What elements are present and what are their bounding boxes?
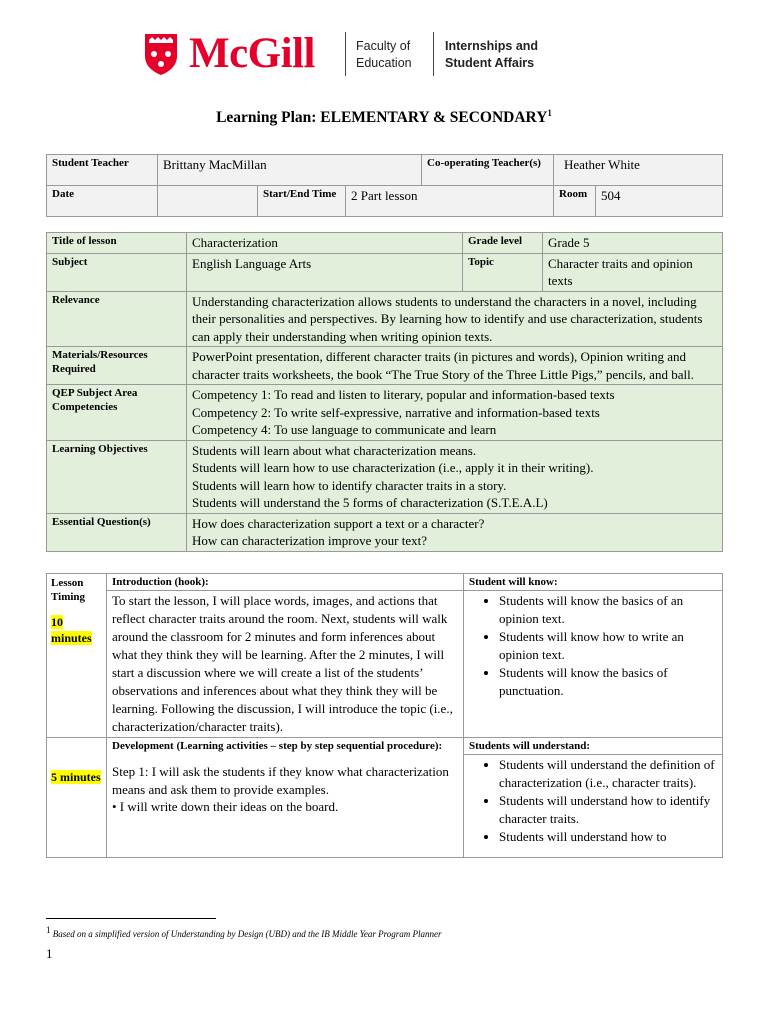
development-bullet: • I will write down their ideas on the board. bbox=[112, 799, 339, 814]
cooperating-teacher-value: Heather White bbox=[554, 155, 723, 186]
document-title bbox=[0, 108, 768, 127]
lesson-info-table bbox=[46, 232, 723, 552]
brand-wordmark: McGill bbox=[189, 30, 315, 77]
know-item: • Students will know the basics of punctuation. bbox=[499, 664, 717, 700]
header-divider bbox=[433, 32, 434, 76]
essential-questions-label: Essential Question(s) bbox=[47, 513, 187, 551]
lesson-timing-label: Lesson Timing bbox=[51, 577, 86, 603]
student-teacher-label: Student Teacher bbox=[47, 155, 158, 186]
development-step: Step 1: I will ask the students if they know what characterization means and ask them to provide examples. bbox=[112, 764, 449, 797]
learning-objectives-value bbox=[187, 440, 723, 513]
topic-label: Topic bbox=[463, 253, 543, 291]
understand-item: • Students will understand how to bbox=[499, 828, 717, 846]
footnote-text: Based on a simplified version of Understanding by Design (UBD) and the IB Middle Year Program Planner bbox=[52, 929, 442, 939]
objective-line: Students will learn how to identify character traits in a story. bbox=[192, 477, 507, 493]
student-will-know-list bbox=[464, 591, 723, 738]
room-label: Room bbox=[554, 186, 596, 217]
cooperating-teacher-label: Co-operating Teacher(s) bbox=[422, 155, 554, 186]
materials-value: PowerPoint presentation, different character traits (in pictures and words), Opinion writing and character traits worksheets, the book “The True Story of the Three Little Pigs,” pencils, and ball. bbox=[187, 347, 723, 385]
learning-objectives-label: Learning Objectives bbox=[47, 440, 187, 513]
footnote-marker: 1 bbox=[46, 925, 51, 935]
question-line: How does characterization support a text or a character? bbox=[192, 515, 485, 531]
know-item: • Students will know how to write an opinion text. bbox=[499, 628, 717, 664]
header-divider bbox=[345, 32, 346, 76]
office-line2: Student Affairs bbox=[445, 56, 535, 70]
qep-competencies-value bbox=[187, 385, 723, 441]
topic-value: Character traits and opinion texts bbox=[543, 253, 723, 291]
understand-item: • Students will understand how to identify character traits. bbox=[499, 792, 717, 828]
lesson-title-value: Characterization bbox=[187, 233, 463, 254]
qep-line: Competency 2: To write self-expressive, narrative and information-based texts bbox=[192, 404, 600, 420]
mcgill-header bbox=[143, 28, 563, 80]
faculty-line2: Education bbox=[356, 56, 412, 70]
development-cell bbox=[107, 738, 464, 858]
know-item: • Students will know the basics of an opinion text. bbox=[499, 592, 717, 628]
lesson-plan-table bbox=[46, 573, 723, 858]
subject-label: Subject bbox=[47, 253, 187, 291]
footnote-divider bbox=[46, 918, 216, 919]
subject-value: English Language Arts bbox=[187, 253, 463, 291]
intro-time: 10 minutes bbox=[51, 615, 92, 645]
students-will-understand-label: Students will understand: bbox=[464, 738, 723, 755]
relevance-label: Relevance bbox=[47, 291, 187, 347]
start-end-time-value: 2 Part lesson bbox=[346, 186, 554, 217]
office-line1: Internships and bbox=[445, 39, 539, 53]
objective-line: Students will understand the 5 forms of characterization (S.T.E.A.L) bbox=[192, 495, 548, 510]
development-label: Development (Learning activities – step by step sequential procedure): bbox=[112, 740, 443, 752]
question-line: How can characterization improve your text? bbox=[192, 533, 427, 548]
lesson-title-label: Title of lesson bbox=[47, 233, 187, 254]
development-time: 5 minutes bbox=[51, 770, 101, 784]
relevance-value: Understanding characterization allows students to understand the characters in a novel, including their personalities and perspectives. By learning how to identify and use characterization, students can apply their understanding when writing opinion texts. bbox=[187, 291, 723, 347]
development-timing-cell bbox=[47, 738, 107, 858]
materials-label: Materials/Resources Required bbox=[47, 347, 187, 385]
students-will-understand-list bbox=[464, 755, 723, 858]
lesson-timing-cell bbox=[47, 574, 107, 738]
introduction-label: Introduction (hook): bbox=[107, 574, 464, 591]
grade-level-value: Grade 5 bbox=[543, 233, 723, 254]
faculty-line1: Faculty of bbox=[356, 39, 411, 53]
date-label: Date bbox=[47, 186, 158, 217]
grade-level-label: Grade level bbox=[463, 233, 543, 254]
start-end-time-label: Start/End Time bbox=[258, 186, 346, 217]
objective-line: Students will learn how to use characterization (i.e., apply it in their writing). bbox=[192, 460, 594, 475]
footnote bbox=[46, 925, 442, 939]
title-footnote-marker: 1 bbox=[547, 108, 552, 118]
qep-line: Competency 1: To read and listen to literary, popular and information-based texts bbox=[192, 387, 615, 402]
essential-questions-value bbox=[187, 513, 723, 551]
qep-line: Competency 4: To use language to communicate and learn bbox=[192, 422, 497, 437]
qep-competencies-label: QEP Subject Area Competencies bbox=[47, 385, 187, 441]
understand-item: • Students will understand the definition of characterization (i.e., character traits). bbox=[499, 756, 717, 792]
room-value: 504 bbox=[596, 186, 723, 217]
mcgill-crest-icon bbox=[143, 32, 179, 76]
student-will-know-label: Student will know: bbox=[464, 574, 723, 591]
student-teacher-value: Brittany MacMillan bbox=[158, 155, 422, 186]
date-value bbox=[158, 186, 258, 217]
introduction-text: To start the lesson, I will place words, images, and actions that reflect character traits around the room. Next, students will walk around the classroom for 2 minutes and form inferences about what they think they will be learning. After the 2 minutes, I will start a discussion where we will create a list of the students’ observations and inferences about what they think they will be learning. Following the discussion, I will introduce the topic (i.e., characterization/character traits). bbox=[107, 591, 464, 738]
title-text: Learning Plan: ELEMENTARY & SECONDARY bbox=[216, 109, 548, 127]
objective-line: Students will learn about what characterization means. bbox=[192, 442, 477, 458]
page-number: 1 bbox=[46, 946, 53, 961]
teacher-info-table bbox=[46, 154, 723, 217]
